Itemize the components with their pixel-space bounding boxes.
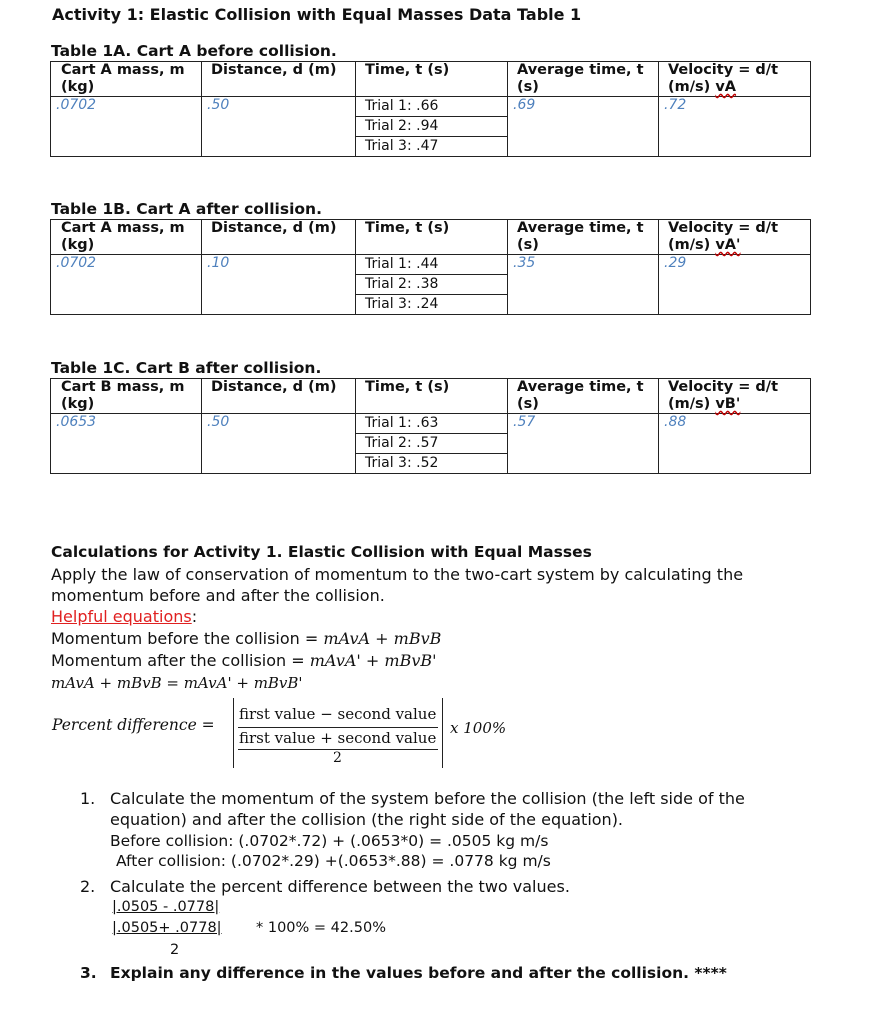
cell-velocity: .29 [659,255,811,315]
q3-text: Explain any difference in the values before and after the collision. **** [110,964,727,982]
table-1b [50,219,811,315]
q1-line-1: Calculate the momentum of the system before the collision (the left side of the [110,789,745,808]
trial-1: Trial 1: .44 [356,255,507,275]
intro-line-1: Apply the law of conservation of momentum to the two-cart system by calculating the [51,565,744,584]
intro-line-2: momentum before and after the collision. [51,586,385,605]
header-avg-time: Average time, t (s) [508,220,659,255]
trial-2: Trial 2: .94 [356,117,507,137]
abs-bar-right [442,698,443,768]
header-velocity: Velocity = d/t (m/s) vA [659,62,811,97]
q2-two: 2 [170,942,180,958]
header-avg-time: Average time, t (s) [508,379,659,414]
cell-distance: .50 [202,97,356,157]
calculations-heading: Calculations for Activity 1. Elastic Collision with Equal Masses [51,543,592,561]
cell-trials [356,255,508,315]
header-distance: Distance, d (m) [202,220,356,255]
table-1a [50,61,811,157]
header-velocity: Velocity = d/t (m/s) vB' [659,379,811,414]
percent-difference-label: Percent difference = [52,716,215,734]
q2-result: * 100% = 42.50% [256,920,386,936]
pd-two: 2 [333,750,342,766]
header-time: Time, t (s) [356,379,508,414]
pd-denominator: first value + second value [239,729,437,747]
cell-velocity: .72 [659,97,811,157]
after-collision-answer: After collision: (.0702*.29) +(.0653*.88) = .0778 kg m/s [116,852,551,870]
q1-number: 1. [80,789,96,808]
trial-1: Trial 1: .63 [356,414,507,434]
cell-velocity: .88 [659,414,811,474]
table-1a-caption: Table 1A. Cart A before collision. [51,42,337,60]
header-mass: Cart B mass, m (kg) [51,379,202,414]
q2-numerator: |.0505 - .0778| [112,899,220,915]
fraction-bar [238,727,438,728]
cell-mass: .0702 [51,97,202,157]
header-mass: Cart A mass, m (kg) [51,220,202,255]
header-mass: Cart A mass, m (kg) [51,62,202,97]
momentum-after-equation: Momentum after the collision = mAvA' + mBvB' [51,651,437,670]
header-velocity: Velocity = d/t (m/s) vA' [659,220,811,255]
momentum-before-equation: Momentum before the collision = mAvA + mBvB [51,629,442,648]
trial-3: Trial 3: .47 [365,138,439,154]
header-avg-time: Average time, t (s) [508,62,659,97]
trial-2: Trial 2: .38 [356,275,507,295]
before-collision-answer: Before collision: (.0702*.72) + (.0653*0) = .0505 kg m/s [110,832,549,850]
q2-denominator: |.0505+ .0778| [112,920,222,936]
conservation-equation: mAvA + mBvB = mAvA' + mBvB' [51,674,303,692]
header-time: Time, t (s) [356,220,508,255]
cell-distance: .50 [202,414,356,474]
table-1c [50,378,811,474]
cell-distance: .10 [202,255,356,315]
trial-3: Trial 3: .52 [365,455,439,471]
cell-trials [356,97,508,157]
trial-2: Trial 2: .57 [356,434,507,454]
cell-mass: .0702 [51,255,202,315]
cell-avg-time: .69 [508,97,659,157]
table-1c-caption: Table 1C. Cart B after collision. [51,359,322,377]
pd-numerator: first value − second value [239,705,437,723]
q1-line-2: equation) and after the collision (the right side of the equation). [110,810,624,829]
cell-avg-time: .35 [508,255,659,315]
cell-mass: .0653 [51,414,202,474]
q2-number: 2. [80,877,96,896]
q3-number: 3. [80,964,97,982]
header-distance: Distance, d (m) [202,379,356,414]
helpful-equations: Helpful equations: [51,607,198,626]
cell-trials [356,414,508,474]
table-1b-caption: Table 1B. Cart A after collision. [51,200,322,218]
header-distance: Distance, d (m) [202,62,356,97]
pd-multiplier: x 100% [450,719,507,737]
q2-text: Calculate the percent difference between the two values. [110,877,570,896]
trial-3: Trial 3: .24 [365,296,439,312]
trial-1: Trial 1: .66 [356,97,507,117]
page-title: Activity 1: Elastic Collision with Equal Masses Data Table 1 [52,5,582,24]
abs-bar-left [233,698,234,768]
header-time: Time, t (s) [356,62,508,97]
cell-avg-time: .57 [508,414,659,474]
